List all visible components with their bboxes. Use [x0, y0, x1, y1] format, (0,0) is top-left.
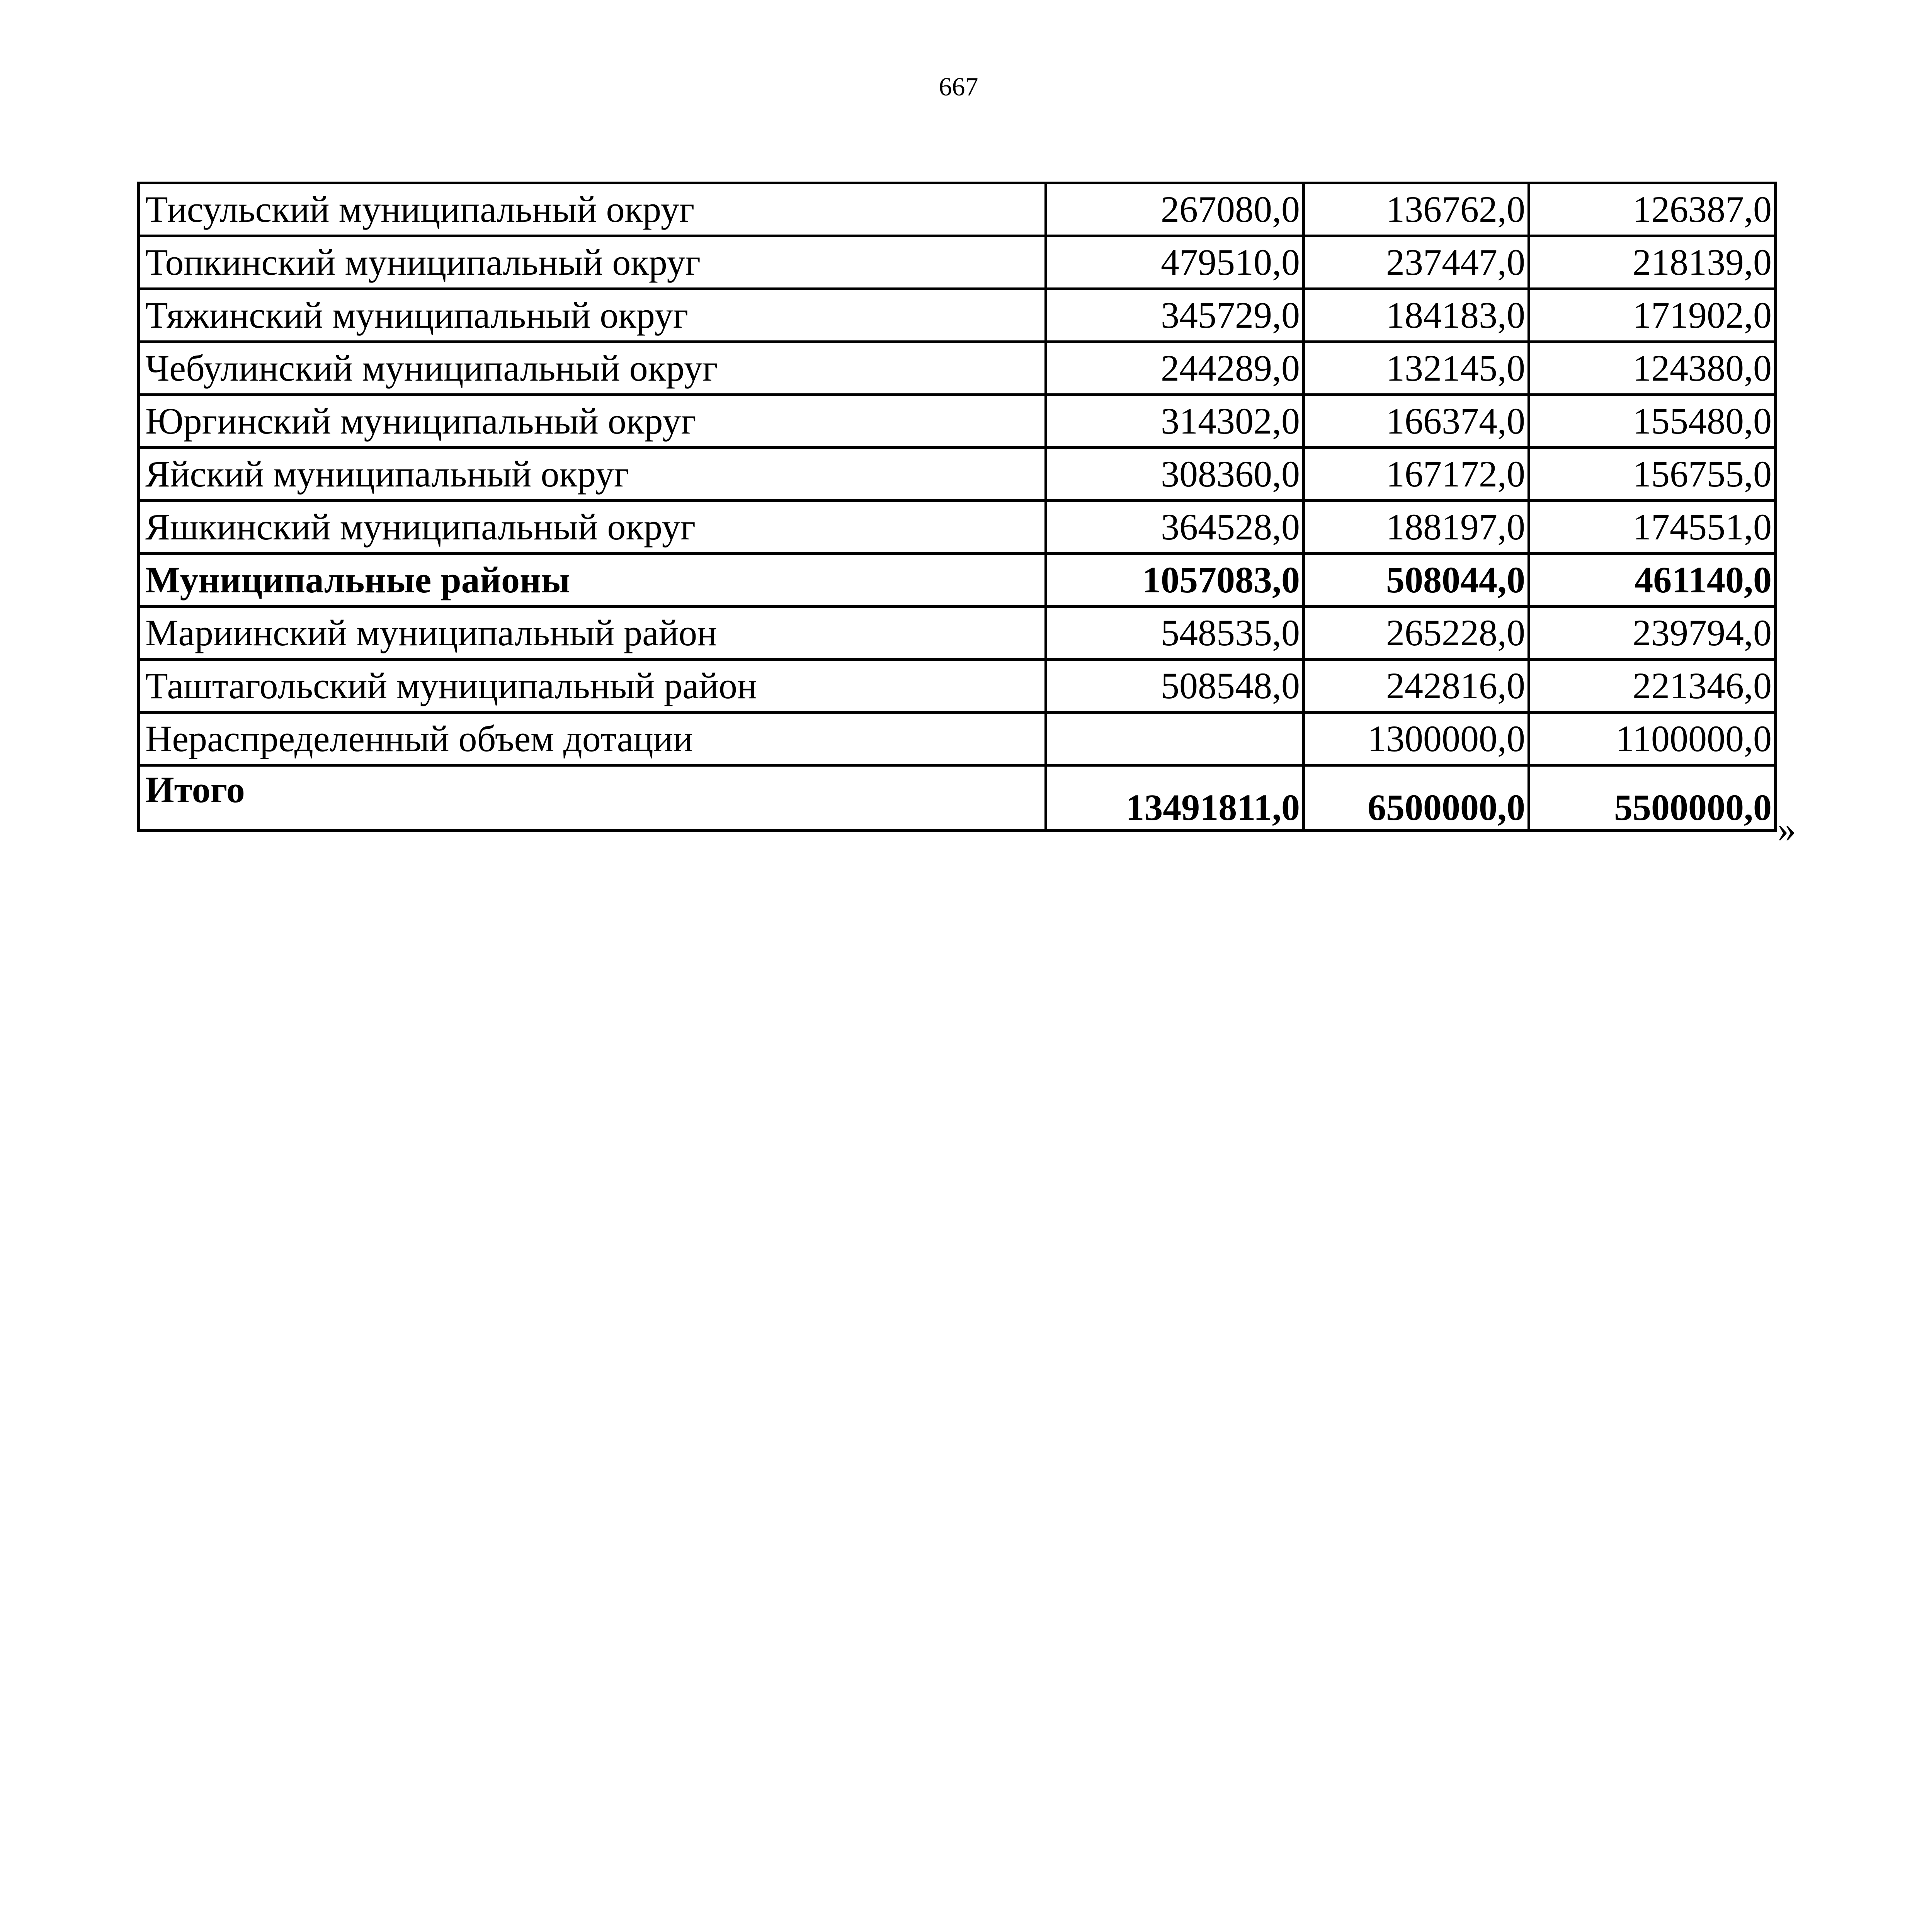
dotation-table — [137, 182, 1777, 832]
municipality-name: Юргинский муниципальный округ — [139, 395, 1046, 448]
municipality-name: Чебулинский муниципальный округ — [139, 342, 1046, 395]
value-column-1: 364528,0 — [1046, 501, 1304, 554]
value-column-1: 345729,0 — [1046, 289, 1304, 342]
value-column-1: 548535,0 — [1046, 607, 1304, 660]
municipality-name: Тяжинский муниципальный округ — [139, 289, 1046, 342]
value-column-1: 244289,0 — [1046, 342, 1304, 395]
section-heading: Муниципальные районы — [139, 554, 1046, 607]
value-column-3: 221346,0 — [1529, 660, 1776, 713]
table-container — [137, 182, 1777, 832]
value-column-1: 314302,0 — [1046, 395, 1304, 448]
value-column-2: 242816,0 — [1304, 660, 1529, 713]
value-column-1: 308360,0 — [1046, 448, 1304, 501]
value-column-3: 171902,0 — [1529, 289, 1776, 342]
value-column-1: 1057083,0 — [1046, 554, 1304, 607]
value-column-2: 508044,0 — [1304, 554, 1529, 607]
value-column-3: 155480,0 — [1529, 395, 1776, 448]
table-row — [139, 660, 1776, 713]
value-column-2: 265228,0 — [1304, 607, 1529, 660]
value-column-1: 267080,0 — [1046, 183, 1304, 236]
value-column-3: 5500000,0 — [1529, 765, 1776, 831]
municipality-name: Яшкинский муниципальный округ — [139, 501, 1046, 554]
table-row — [139, 395, 1776, 448]
table-row — [139, 607, 1776, 660]
row-label: Нераспределенный объем дотации — [139, 713, 1046, 765]
total-label: Итого — [139, 765, 1046, 831]
value-column-2: 188197,0 — [1304, 501, 1529, 554]
table-row — [139, 289, 1776, 342]
value-column-1: 479510,0 — [1046, 236, 1304, 289]
table-row — [139, 448, 1776, 501]
closing-quote-mark: » — [1778, 808, 1796, 850]
table-row — [139, 342, 1776, 395]
value-column-2: 6500000,0 — [1304, 765, 1529, 831]
municipality-name: Тисульский муниципальный округ — [139, 183, 1046, 236]
value-column-2: 237447,0 — [1304, 236, 1529, 289]
table-row — [139, 501, 1776, 554]
table-row — [139, 183, 1776, 236]
municipality-name: Мариинский муниципальный район — [139, 607, 1046, 660]
value-column-3: 1100000,0 — [1529, 713, 1776, 765]
value-column-2: 184183,0 — [1304, 289, 1529, 342]
table-row — [139, 713, 1776, 765]
value-column-3: 156755,0 — [1529, 448, 1776, 501]
value-column-2: 1300000,0 — [1304, 713, 1529, 765]
value-column-3: 218139,0 — [1529, 236, 1776, 289]
value-column-3: 239794,0 — [1529, 607, 1776, 660]
value-column-2: 167172,0 — [1304, 448, 1529, 501]
value-column-1 — [1046, 713, 1304, 765]
municipality-name: Топкинский муниципальный округ — [139, 236, 1046, 289]
value-column-1: 508548,0 — [1046, 660, 1304, 713]
total-row — [139, 765, 1776, 831]
value-column-2: 136762,0 — [1304, 183, 1529, 236]
value-column-3: 124380,0 — [1529, 342, 1776, 395]
municipality-name: Яйский муниципальный округ — [139, 448, 1046, 501]
value-column-2: 132145,0 — [1304, 342, 1529, 395]
table-row — [139, 236, 1776, 289]
value-column-3: 461140,0 — [1529, 554, 1776, 607]
page-number: 667 — [939, 72, 978, 101]
value-column-3: 174551,0 — [1529, 501, 1776, 554]
value-column-3: 126387,0 — [1529, 183, 1776, 236]
subtotal-row — [139, 554, 1776, 607]
municipality-name: Таштагольский муниципальный район — [139, 660, 1046, 713]
value-column-1: 13491811,0 — [1046, 765, 1304, 831]
value-column-2: 166374,0 — [1304, 395, 1529, 448]
